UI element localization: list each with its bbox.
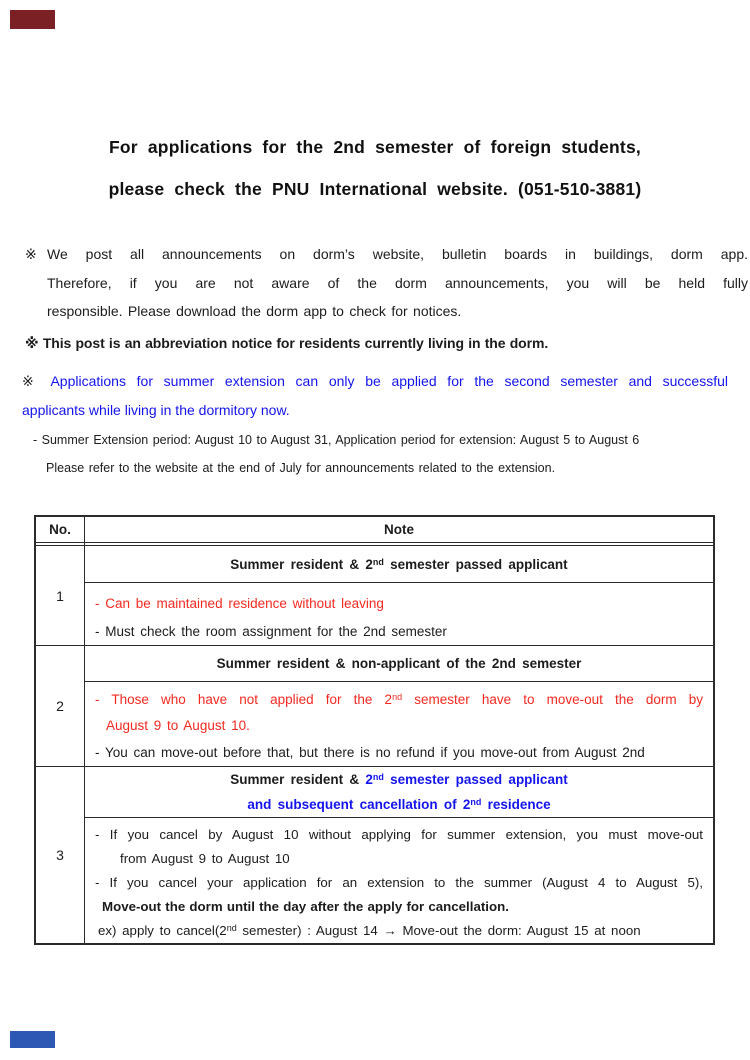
row-1-body [85,583,713,645]
table-row-2 [36,646,713,767]
notice-table [34,515,715,945]
notice-announcements-line-3: responsible. Please download the dorm app to check for notices. [47,303,462,319]
header-no: No. [36,517,85,542]
row-1-subheader-text-2: semester passed applicant [383,556,568,572]
row-1-subheader [85,546,713,583]
table-row-3 [36,767,713,943]
row-2-number: 2 [36,646,85,766]
header-double-rule-divider [36,543,85,545]
row-3-subheader [85,767,713,818]
page-title [0,126,750,210]
row-3-subheader-black-text: Summer resident & [230,772,366,787]
notice-announcements-line-2: Therefore, if you are not aware of the dorm announcements, you will be held fully [47,274,748,291]
row-1-subheader-text: Summer resident & 2 [230,556,373,572]
extension-period-line: - Summer Extension period: August 10 to August 31, Application period for extension: August 5 to August 6 [33,433,640,447]
row-3-subheader-blue-text: 2 [365,772,373,787]
title-line-2: please check the PNU International website. (051-510-3881) [108,179,642,199]
notice-summer-extension-line-1 [22,367,728,396]
reference-mark-icon: ※ [25,335,39,351]
superscript-nd: nd [392,691,403,702]
extension-period-note [33,426,723,482]
superscript-nd: nd [372,772,384,782]
header-note: Note [384,522,414,537]
superscript-nd: nd [226,923,237,933]
row-1-bullet-2: - Must check the room assignment for the 2nd semester [95,623,447,639]
row-3-number: 3 [36,767,85,943]
notice-summer-extension-line-2: applicants while living in the dormitory now. [22,401,290,418]
row-2-bullet-1-line-2: August 9 to August 10. [106,718,250,733]
row-3-note [85,767,713,943]
row-3-example-text: ex) apply to cancel(2 [98,923,227,938]
superscript-nd: nd [470,797,482,807]
row-3-subheader-line-2 [247,792,550,817]
extension-refer-line: Please refer to the website at the end of July for announcements related to the extension. [46,461,556,475]
row-2-bullet-1-text-2: semester have to move-out the dorm by [402,691,703,707]
notice-announcements-line-1: We post all announcements on dorm’s website, bulletin boards in buildings, dorm app. [47,246,748,262]
row-2-bullet-2: - You can move-out before that, but there is no refund if you move-out from August 2nd [95,744,645,760]
row-3-subheader-line-1 [230,767,567,792]
row-1-note [85,546,713,645]
row-3-subheader-line-2-text-2: residence [481,797,551,812]
row-1-subheader-line [230,557,567,572]
row-2-subheader-line: Summer resident & non-applicant of the 2nd semester [216,655,582,671]
superscript-nd: nd [372,556,384,567]
notice-abbreviation-text: This post is an abbreviation notice for residents currently living in the dorm. [42,335,549,351]
row-3-body [85,818,713,943]
row-1-bullet-1: - Can be maintained residence without leaving [95,596,384,611]
notice-summer-extension [22,367,728,424]
row-3-example-line [98,919,703,943]
row-2-note [85,646,713,766]
notice-abbreviation [25,329,730,358]
row-3-bullet-2-line-1: - If you cancel your application for an extension to the summer (August 4 to August 5), [95,875,703,890]
row-2-body [85,682,713,767]
row-2-bullet-1-line-1 [95,687,703,714]
reference-mark-icon: ※ [25,246,37,262]
table-row-1 [36,546,713,646]
summer-extension-text: Applications for summer extension can only be applied for the second semester and successful [50,373,729,389]
row-3-example-text-2: semester) : August 14 → Move-out the dorm: August 15 at noon [236,923,641,938]
row-3-subheader-blue-text-2: semester passed applicant [383,772,568,787]
row-3-bullet-2-line-2: Move-out the dorm until the day after the apply for cancellation. [102,899,509,914]
row-3-bullet-1-line-1: - If you cancel by August 10 without applying for summer extension, you must move-out [95,827,703,842]
row-2-subheader [85,646,713,682]
title-line-1: For applications for the 2nd semester of foreign students, [109,137,641,157]
notice-announcements [25,240,748,326]
table-header-row [36,517,713,543]
row-1-number: 1 [36,546,85,645]
top-accent-bar [10,10,55,29]
bottom-accent-bar [10,1031,55,1048]
row-3-subheader-line-2-text: and subsequent cancellation of 2 [247,797,471,812]
row-2-bullet-1-text: - Those who have not applied for the 2 [95,691,393,707]
row-3-bullet-1-line-2: from August 9 to August 10 [120,851,290,866]
reference-mark-icon: ※ [22,373,41,389]
